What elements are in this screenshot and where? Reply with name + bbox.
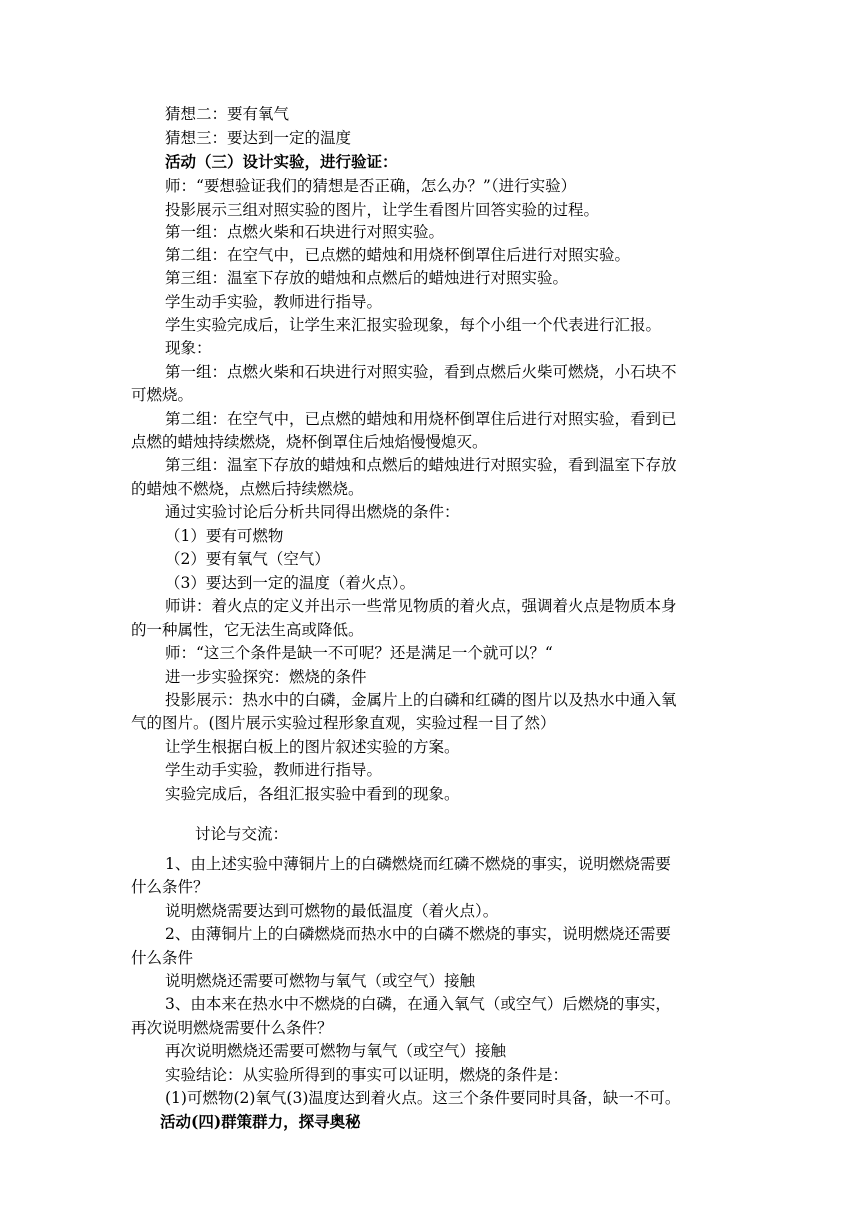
text-line: 说明燃烧还需要可燃物与氧气（或空气）接触 [165,972,476,990]
text-line: 进一步实验探究：燃烧的条件 [165,668,367,686]
text-line: 第二组：在空气中，已点燃的蜡烛和用烧杯倒罩住后进行对照实验。 [165,246,631,264]
list-item: （1）要有可燃物 [165,527,284,545]
text-line: 猜想三：要达到一定的温度 [165,129,352,147]
text-line: 学生动手实验，教师进行指导。 [165,293,383,311]
text-line: (1)可燃物(2)氧气(3)温度达到着火点。这三个条件要同时具备，缺一不可。 [165,1089,681,1107]
text-line: 通过实验讨论后分析共同得出燃烧的条件： [165,503,460,521]
subheading: 讨论与交流： [195,825,289,843]
text-line: 再次说明燃烧需要什么条件？ [131,1019,333,1037]
text-line: 点燃的蜡烛持续燃烧，烧杯倒罩住后烛焰慢慢熄灭。 [131,433,488,451]
text-line: 猜想二：要有氧气 [165,105,290,123]
text-line: 可燃烧。 [131,386,194,404]
text-line: 第一组：点燃火柴和石块进行对照实验。 [165,223,445,241]
list-item: （2）要有氧气（空气） [165,550,330,568]
text-line: 3、由本来在热水中不燃烧的白磷，在通入氧气（或空气）后燃烧的事实， [165,995,671,1013]
text-line: 师：“要想验证我们的猜想是否正确，怎么办？”（进行实验） [165,177,577,195]
text-line: 现象： [165,339,212,357]
list-item: （3）要达到一定的温度（着火点）。 [165,574,416,592]
text-line: 第一组：点燃火柴和石块进行对照实验，看到点燃后火柴可燃烧，小石块不 [165,363,677,381]
section-heading: 活动（三）设计实验，进行验证： [165,152,398,171]
text-line: 师：“这三个条件是缺一不可呢？还是满足一个就可以？“ [165,644,553,662]
text-line: 2、由薄铜片上的白磷燃烧而热水中的白磷不燃烧的事实，说明燃烧还需要 [165,925,671,943]
text-line: 投影展示：热水中的白磷，金属片上的白磷和红磷的图片以及热水中通入氧 [165,691,677,709]
text-line: 什么条件 [131,949,194,967]
text-line: 什么条件？ [131,878,209,896]
text-line: 第二组：在空气中，已点燃的蜡烛和用烧杯倒罩住后进行对照实验，看到已 [165,410,677,428]
text-line: 学生动手实验，教师进行指导。 [165,761,383,779]
text-line: 投影展示三组对照实验的图片，让学生看图片回答实验的过程。 [165,201,600,219]
text-line: 气的图片。(图片展示实验过程形象直观，实验过程一目了然） [131,714,556,732]
text-line: 1、由上述实验中薄铜片上的白磷燃烧而红磷不燃烧的事实，说明燃烧需要 [165,855,671,873]
text-line: 学生实验完成后，让学生来汇报实验现象，每个小组一个代表进行汇报。 [165,316,662,334]
text-line: 让学生根据白板上的图片叙述实验的方案。 [165,738,460,756]
text-line: 第三组：温室下存放的蜡烛和点燃后的蜡烛进行对照实验。 [165,269,569,287]
text-line: 师讲：着火点的定义并出示一些常见物质的着火点，强调着火点是物质本身 [165,597,677,615]
text-line: 第三组：温室下存放的蜡烛和点燃后的蜡烛进行对照实验，看到温室下存放 [165,456,677,474]
text-line: 实验结论：从实验所得到的事实可以证明，燃烧的条件是： [165,1066,569,1084]
section-heading: 活动(四)群策群力，探寻奥秘 [160,1112,361,1131]
text-line: 实验完成后，各组汇报实验中看到的现象。 [165,785,460,803]
text-line: 的蜡烛不燃烧，点燃后持续燃烧。 [131,480,364,498]
text-line: 说明燃烧需要达到可燃物的最低温度（着火点）。 [165,902,499,920]
text-line: 再次说明燃烧还需要可燃物与氧气（或空气）接触 [165,1042,507,1060]
text-line: 的一种属性，它无法生高或降低。 [131,621,364,639]
